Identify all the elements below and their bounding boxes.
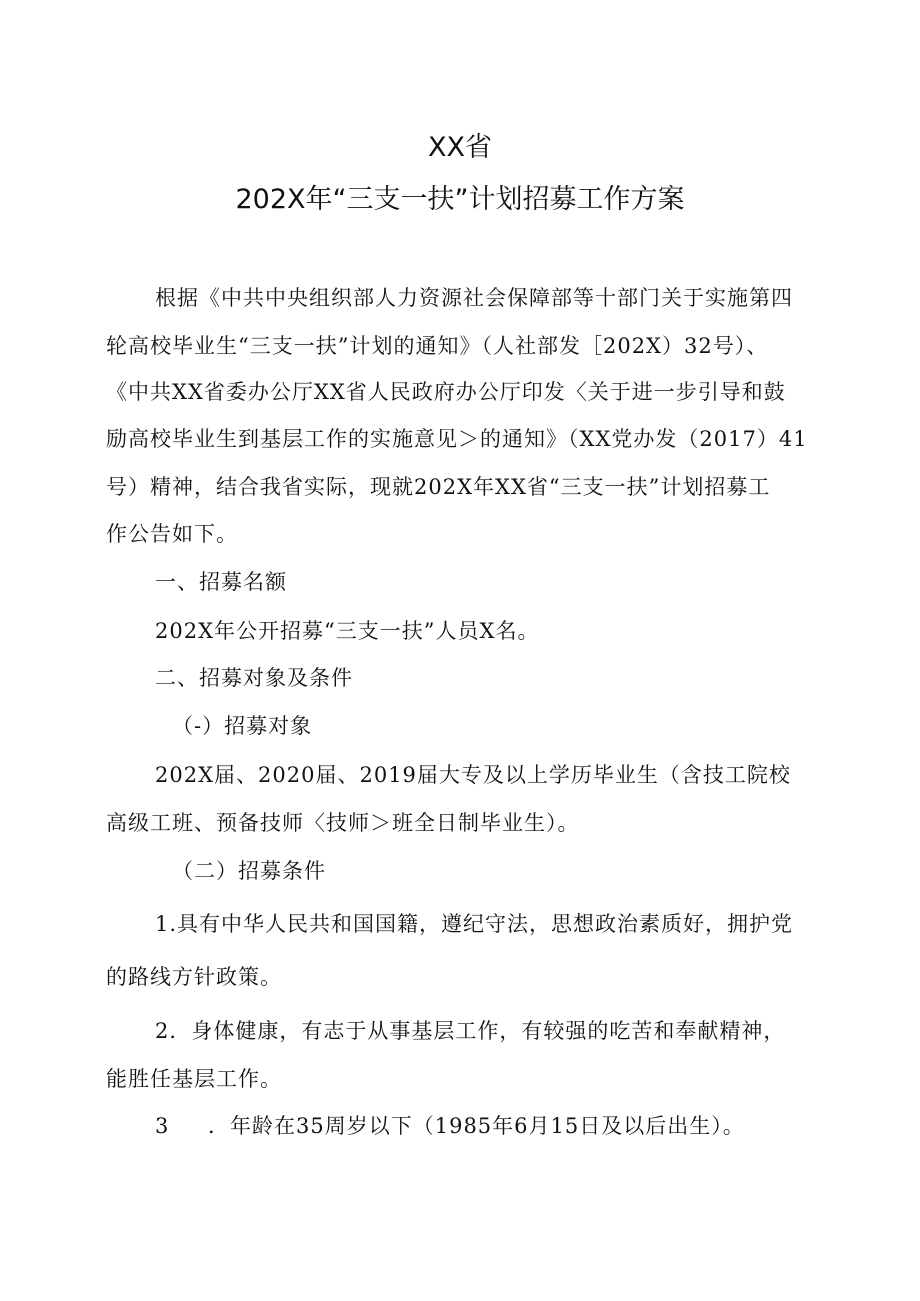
intro-paragraph-line: 轮高校毕业生“三支一扶”计划的通知》（人社部发［202X）32号）、 [106, 334, 769, 358]
subsection-heading: （二）招募条件 [172, 859, 326, 883]
condition-item-line: 2．身体健康，有志于从事基层工作，有较强的吃苦和奉献精神， [155, 1019, 786, 1043]
subsection-body-line: 202X届、2020届、2019届大专及以上学历毕业生（含技工院校 [155, 763, 791, 787]
intro-paragraph-line: 作公告如下。 [106, 522, 238, 546]
intro-paragraph-line: 《中共XX省委办公厅XX省人民政府办公厅印发〈关于进一步引导和鼓 [106, 380, 786, 404]
document-title-province: XX省 [428, 132, 492, 163]
section-body: 202X年公开招募“三支一扶”人员X名。 [155, 619, 540, 643]
condition-item-line: 1.具有中华人民共和国国籍，遵纪守法，思想政治素质好，拥护党 [155, 912, 794, 936]
intro-paragraph-line: 励高校毕业生到基层工作的实施意见＞的通知》（XX党办发（2017）41 [106, 427, 808, 451]
intro-paragraph-line: 号）精神，结合我省实际，现就202X年XX省“三支一扶”计划招募工 [106, 475, 771, 499]
document-title: 202X年“三支一扶”计划招募工作方案 [235, 184, 685, 215]
condition-item-line: ．年龄在35周岁以下（1985年6月15日及以后出生）。 [208, 1114, 745, 1138]
condition-item-number: 3 [155, 1114, 169, 1138]
subsection-heading: （-）招募对象 [172, 714, 313, 738]
condition-item-line: 能胜任基层工作。 [106, 1067, 282, 1091]
condition-item-line: 的路线方针政策。 [106, 965, 282, 989]
intro-paragraph-line: 根据《中共中央组织部人力资源社会保障部等十部门关于实施第四 [155, 286, 793, 310]
section-heading: 一、招募名额 [155, 570, 287, 594]
section-heading: 二、招募对象及条件 [155, 666, 353, 690]
subsection-body-line: 高级工班、预备技师〈技师＞班全日制毕业生）。 [106, 811, 580, 835]
